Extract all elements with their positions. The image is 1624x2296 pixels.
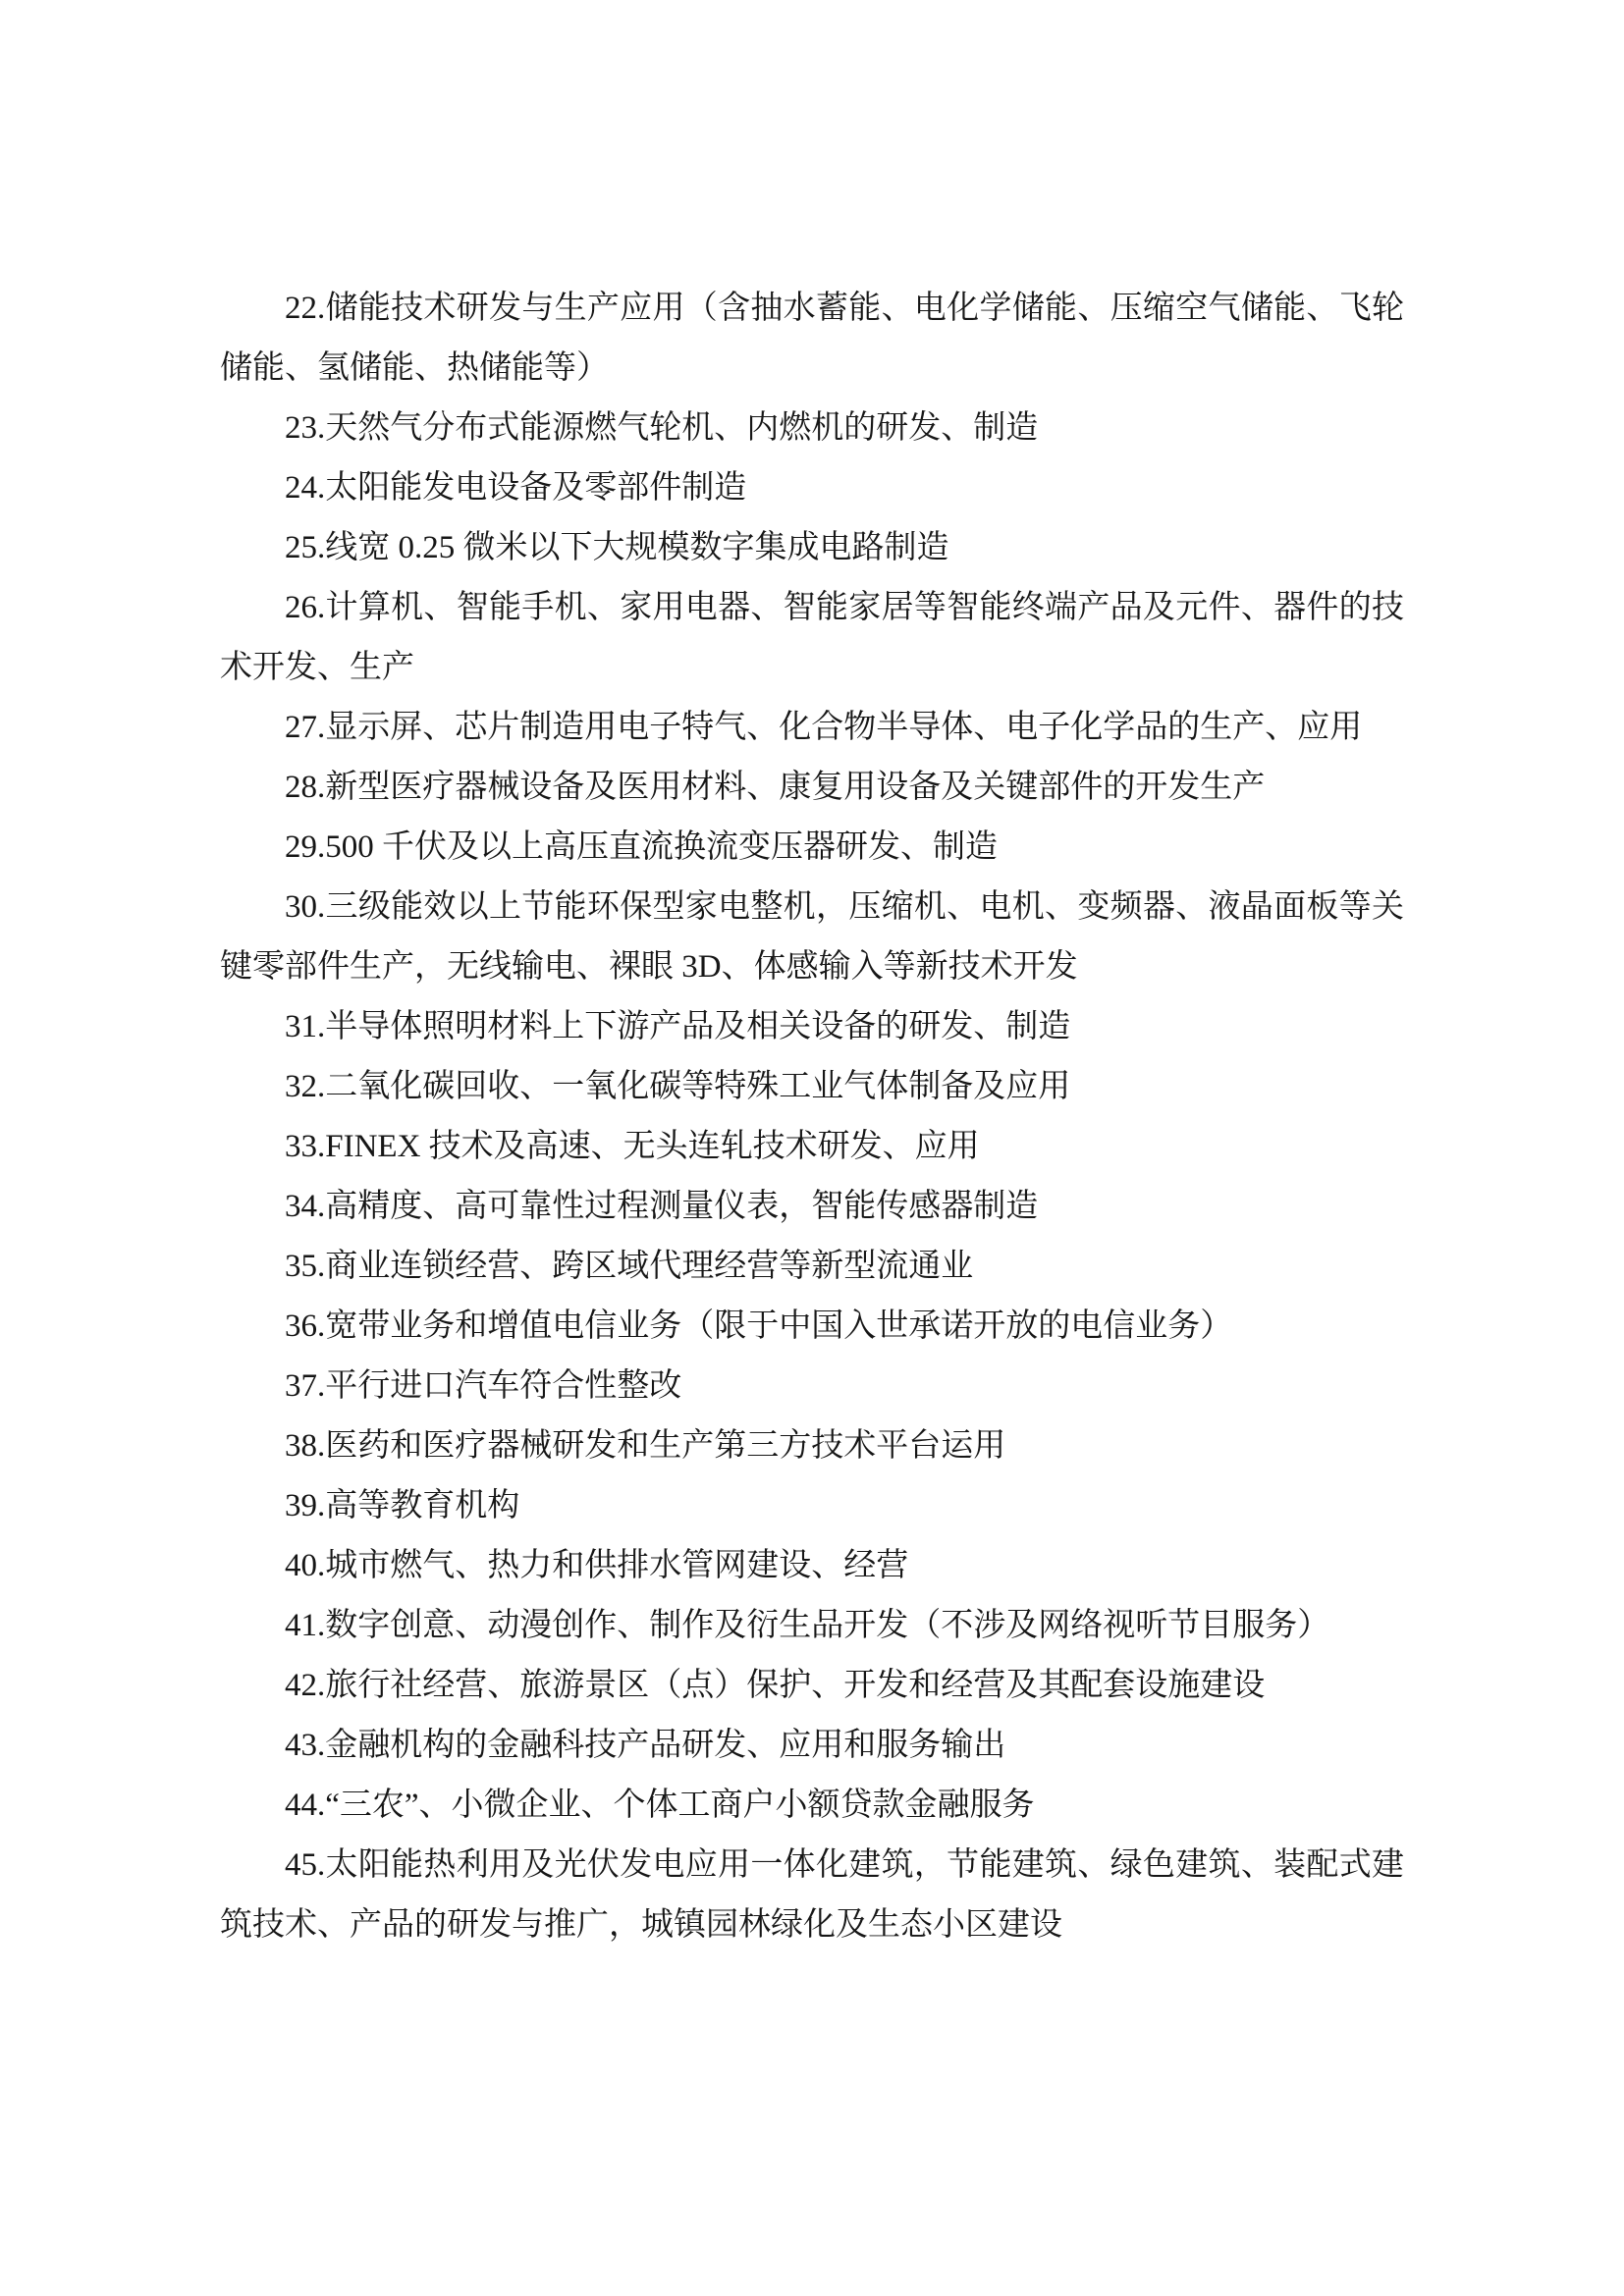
item-number: 24.: [285, 470, 326, 506]
list-item: [220, 698, 1404, 758]
item-text: 计算机、智能手机、家用电器、智能家居等智能终端产品及元件、器件的技术开发、生产: [220, 590, 1404, 685]
list-item: [220, 1596, 1404, 1656]
list-item: [220, 578, 1404, 698]
item-number: 31.: [285, 1009, 326, 1044]
list-item: [220, 518, 1404, 578]
item-number: 25.: [285, 530, 326, 565]
list-item: [220, 997, 1404, 1057]
list-item: [220, 1057, 1404, 1117]
list-item: [220, 1656, 1404, 1716]
item-text: 商业连锁经营、跨区域代理经营等新型流通业: [325, 1249, 974, 1284]
list-item: [220, 818, 1404, 878]
list-item: [220, 1776, 1404, 1836]
list-item: [220, 1297, 1404, 1357]
list-item: [220, 1716, 1404, 1776]
item-number: 36.: [285, 1308, 326, 1344]
item-text: 医药和医疗器械研发和生产第三方技术平台运用: [325, 1428, 1006, 1464]
item-text: 显示屏、芯片制造用电子特气、化合物半导体、电子化学品的生产、应用: [325, 710, 1363, 745]
list-item: [220, 1357, 1404, 1416]
list-item: [220, 1536, 1404, 1596]
item-number: 39.: [285, 1488, 326, 1523]
item-number: 40.: [285, 1548, 326, 1583]
list-item: [220, 1117, 1404, 1177]
list-item: [220, 1416, 1404, 1476]
list-item: [220, 1836, 1404, 1955]
list-item: [220, 458, 1404, 518]
item-text: 高精度、高可靠性过程测量仪表，智能传感器制造: [325, 1189, 1039, 1224]
item-text: 天然气分布式能源燃气轮机、内燃机的研发、制造: [325, 410, 1039, 446]
item-text: 宽带业务和增值电信业务（限于中国入世承诺开放的电信业务）: [325, 1308, 1233, 1344]
item-number: 37.: [285, 1368, 326, 1404]
list-item: [220, 279, 1404, 399]
item-text: 二氧化碳回收、一氧化碳等特殊工业气体制备及应用: [325, 1069, 1071, 1104]
item-text: 数字创意、动漫创作、制作及衍生品开发（不涉及网络视听节目服务）: [325, 1608, 1330, 1643]
item-text: FINEX 技术及高速、无头连轧技术研发、应用: [325, 1129, 980, 1164]
document-content: [220, 279, 1404, 1955]
item-text: 500 千伏及以上高压直流换流变压器研发、制造: [325, 829, 998, 865]
item-number: 41.: [285, 1608, 326, 1643]
item-number: 26.: [285, 590, 326, 625]
item-number: 29.: [285, 829, 326, 865]
item-number: 44.: [285, 1788, 326, 1823]
item-number: 27.: [285, 710, 326, 745]
item-number: 38.: [285, 1428, 326, 1464]
item-text: 太阳能发电设备及零部件制造: [325, 470, 747, 506]
item-number: 30.: [285, 889, 326, 925]
list-item: [220, 1237, 1404, 1297]
item-number: 43.: [285, 1728, 326, 1763]
item-text: 城市燃气、热力和供排水管网建设、经营: [325, 1548, 909, 1583]
item-number: 32.: [285, 1069, 326, 1104]
item-number: 33.: [285, 1129, 326, 1164]
list-item: [220, 758, 1404, 818]
item-number: 45.: [285, 1847, 326, 1883]
list-item: [220, 878, 1404, 997]
list-item: [220, 1177, 1404, 1237]
item-text: 高等教育机构: [325, 1488, 520, 1523]
item-text: 金融机构的金融科技产品研发、应用和服务输出: [325, 1728, 1006, 1763]
item-text: 太阳能热利用及光伏发电应用一体化建筑，节能建筑、绿色建筑、装配式建筑技术、产品的研发与推广，城镇园林绿化及生态小区建设: [220, 1847, 1404, 1943]
item-text: 三级能效以上节能环保型家电整机，压缩机、电机、变频器、液晶面板等关键零部件生产，无线输电、裸眼 3D、体感输入等新技术开发: [220, 889, 1404, 985]
item-text: 新型医疗器械设备及医用材料、康复用设备及关键部件的开发生产: [325, 770, 1266, 805]
item-number: 28.: [285, 770, 326, 805]
item-text: 线宽 0.25 微米以下大规模数字集成电路制造: [325, 530, 949, 565]
item-number: 23.: [285, 410, 326, 446]
list-item: [220, 399, 1404, 458]
item-text: 半导体照明材料上下游产品及相关设备的研发、制造: [325, 1009, 1071, 1044]
list-item: [220, 1476, 1404, 1536]
item-number: 35.: [285, 1249, 326, 1284]
item-number: 42.: [285, 1668, 326, 1703]
item-number: 34.: [285, 1189, 326, 1224]
item-text: 平行进口汽车符合性整改: [325, 1368, 682, 1404]
item-number: 22.: [285, 291, 326, 326]
item-text: 储能技术研发与生产应用（含抽水蓄能、电化学储能、压缩空气储能、飞轮储能、氢储能、热储能等）: [220, 291, 1404, 386]
item-text: 旅行社经营、旅游景区（点）保护、开发和经营及其配套设施建设: [325, 1668, 1266, 1703]
item-text: “三农”、小微企业、个体工商户小额贷款金融服务: [325, 1788, 1035, 1823]
